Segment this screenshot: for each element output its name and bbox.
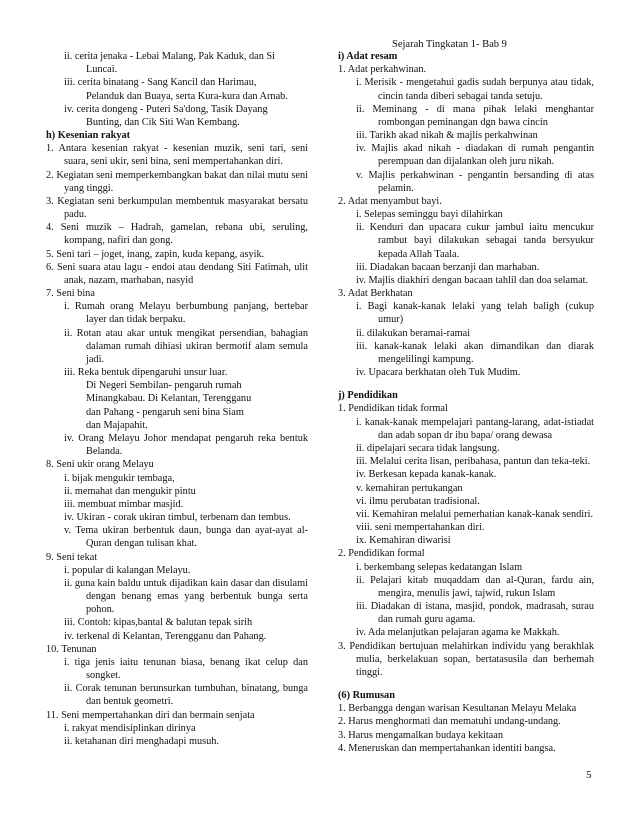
text-line: ii. Meminang - di mana pihak lelaki menghantar rombongan peminangan dgn bawa cincin (356, 103, 594, 128)
text-line: Di Negeri Sembilan- pengaruh rumah (86, 380, 242, 392)
text-line: 10. Tenunan (46, 643, 97, 655)
text-line: 1. Adat perkahwinan. (338, 64, 427, 76)
text-line: 2. Kegiatan seni memperkembangkan bakat dan nilai mutu seni yang tinggi. (46, 169, 308, 194)
text-line: i. Merisik - mengetahui gadis sudah berpunya atau tidak, cincin tanda diberi sebagai tanda setuju. (356, 77, 594, 102)
text-line: 4. Seni muzik – Hadrah, gamelan, rebana ubi, seruling, kompang, nafiri dan gong. (46, 222, 308, 247)
text-line: v. kemahiran pertukangan (356, 482, 463, 494)
text-line: ii. guna kain baldu untuk dijadikan kain dasar dan disulami dengan benang emas yang berbentuk bunga serta pohon. (64, 577, 308, 616)
text-line: dan Pahang - pengaruh seni bina Siam (86, 406, 244, 418)
text-line: i. tiga jenis iaitu tenunan biasa, benang ikat celup dan songket. (64, 656, 308, 682)
text-line: iii. Diadakan bacaan berzanji dan marhaban. (356, 261, 540, 273)
text-line: ii. memahat dan mengukir pintu (64, 485, 196, 497)
text-line: 4. Meneruskan dan mempertahankan identiti bangsa. (338, 742, 556, 754)
text-line: ii. dilakukan beramai-ramai (356, 327, 471, 339)
text-line: i. bijak mengukir tembaga, (64, 472, 175, 484)
text-line: 2. Pendidikan formal (338, 548, 425, 560)
text-line: 8. Seni ukir orang Melayu (46, 459, 154, 471)
text-line: dan Majapahit. (86, 419, 148, 431)
text-line: iv. Ukiran - corak ukiran timbul, terbenam dan tembus. (64, 512, 291, 524)
text-line: ii. dipelajari secara tidak langsung. (356, 442, 500, 454)
text-line: ii. cerita jenaka - Lebai Malang, Pak Kaduk, dan Si (64, 51, 276, 62)
left-column (46, 50, 308, 748)
text-line: ii. Rotan atau akar untuk mengikat persendian, bahagian dalaman rumah dihiasi ukiran bermotif alam semula jadi. (64, 327, 308, 365)
right-column (338, 50, 594, 755)
text-line: iii. Tarikh akad nikah & majlis perkahwinan (356, 130, 538, 142)
text-line: i. popular di kalangan Melayu. (64, 564, 191, 576)
text-line: 1. Pendidikan tidak formal (338, 403, 448, 415)
text-line: i. kanak-kanak mempelajari pantang-larang, adat-istiadat dan adab sopan dr ibu bapa/ orang dewasa (356, 416, 594, 441)
text-line: 7. Seni bina (46, 288, 95, 300)
text-line: iii. Melalui cerita lisan, peribahasa, pantun dan teka-teki. (356, 456, 591, 468)
text-line: 3. Kegiatan seni berkumpulan membentuk masyarakat bersatu padu. (46, 195, 308, 221)
text-line: iii. Contoh: kipas,bantal & balutan tepak sirih (64, 617, 253, 629)
spacer (338, 679, 594, 689)
text-line: iv. Ada melanjutkan pelajaran agama ke Makkah. (356, 627, 560, 639)
text-line: Minangkabau. Di Kelantan, Terengganu (86, 393, 252, 405)
text-line: iv. Majlis diakhiri dengan bacaan tahlil dan doa selamat. (356, 274, 589, 286)
text-line: iv. Orang Melayu Johor mendapat pengaruh reka bentuk Belanda. (64, 432, 308, 458)
text-line: j) Pendidikan (338, 390, 398, 402)
text-line: 1. Berbangga dengan warisan Kesultanan Melayu Melaka (338, 703, 577, 715)
text-line: i) Adat resam (338, 51, 398, 62)
text-line: iii. cerita binatang - Sang Kancil dan Harimau, (64, 77, 257, 89)
text-line: Luncai. (86, 64, 118, 76)
text-line: i. Selepas seminggu bayi dilahirkan (356, 209, 503, 221)
text-line: Bunting, dan Cik Siti Wan Kembang. (86, 116, 240, 128)
text-line: iv. terkenal di Kelantan, Terengganu dan Pahang. (64, 630, 267, 642)
text-line: vi. ilmu perubatan tradisional. (356, 495, 480, 507)
text-line: 9. Seni tekat (46, 551, 98, 563)
text-line: ix. Kemahiran diwarisi (356, 535, 451, 547)
spacer (338, 379, 594, 389)
text-line: 3. Harus mengamalkan budaya kekitaan (338, 729, 503, 741)
text-line: i. berkembang selepas kedatangan Islam (356, 561, 523, 573)
text-line: iii. membuat mimbar masjid. (64, 498, 184, 510)
text-line: (6) Rumusan (338, 690, 395, 702)
page-header: Sejarah Tingkatan 1- Bab 9 (392, 39, 507, 50)
text-line: v. Majlis perkahwinan - pengantin bersanding di atas pelamin. (356, 169, 594, 194)
text-line: iii. Reka bentuk dipengaruhi unsur luar. (64, 367, 228, 379)
text-line: 2. Harus menghormati dan mematuhi undang-undang. (338, 716, 561, 728)
text-line: 3. Pendidikan bertujuan melahirkan individu yang berakhlak mulia, berkelakuan sopan, bertatasusila dan berhemah tinggi. (338, 640, 594, 678)
text-line: ii. Pelajari kitab muqaddam dan al-Quran, fardu ain, mengira, menulis jawi, tajwid, rukun Islam (356, 574, 594, 599)
text-line: iv. Majlis akad nikah - diadakan di rumah pengantin perempuan dan dijalankan oleh juru nikah. (356, 143, 594, 168)
text-line: 2. Adat menyambut bayi. (338, 195, 442, 207)
text-line: 1. Antara kesenian rakyat - kesenian muzik, seni tari, seni suara, seni ukir, seni bina, seni mempertahankan diri. (46, 143, 308, 168)
text-line: i. Bagi kanak-kanak lelaki yang telah baligh (cukup umur) (356, 301, 594, 326)
text-line: 3. Adat Berkhatan (338, 288, 413, 300)
text-line: iv. Upacara berkhatan oleh Tuk Mudim. (356, 367, 521, 379)
text-line: 6. Seni suara atau lagu - endoi atau dendang Siti Fatimah, ulit anak, nazam, marhaban, nasyid (46, 261, 308, 286)
text-line: h) Kesenian rakyat (46, 130, 131, 142)
text-line: ii. Kenduri dan upacara cukur jambul iaitu mencukur rambut bayi dilakukan sebagai tanda bersyukur kepada Allah Taala. (356, 222, 594, 260)
text-line: ii. Corak tenunan berunsurkan tumbuhan, binatang, bunga dan bentuk geometri. (64, 683, 308, 708)
text-line: i. rakyat mendisiplinkan dirinya (64, 722, 196, 734)
text-line: Pelanduk dan Buaya, serta Kura-kura dan Arnab. (86, 90, 288, 102)
text-line: iii. Diadakan di istana, masjid, pondok, madrasah, surau dan rumah guru agama. (356, 601, 594, 626)
text-line: 11. Seni mempertahankan diri dan bermain senjata (46, 709, 255, 721)
text-line: iii. kanak-kanak lelaki akan dimandikan dan diarak mengelilingi kampung. (356, 340, 594, 365)
text-line: 5. Seni tari – joget, inang, zapin, kuda kepang, asyik. (46, 248, 265, 260)
page-number: 5 (586, 769, 592, 781)
text-line: ii. ketahanan diri menghadapi musuh. (64, 735, 219, 747)
text-line: vii. Kemahiran melalui pemerhatian kanak-kanak sendiri. (356, 508, 594, 520)
text-line: v. Tema ukiran berbentuk daun, bunga dan ayat-ayat al-Quran dengan tulisan khat. (64, 525, 308, 550)
text-line: viii. seni mempertahankan diri. (356, 522, 485, 534)
text-line: iv. Berkesan kepada kanak-kanak. (356, 469, 497, 481)
text-line: iv. cerita dongeng - Puteri Sa'dong, Tasik Dayang (64, 103, 268, 115)
text-line: i. Rumah orang Melayu berbumbung panjang, bertebar layer dan tidak berpaku. (64, 301, 308, 326)
